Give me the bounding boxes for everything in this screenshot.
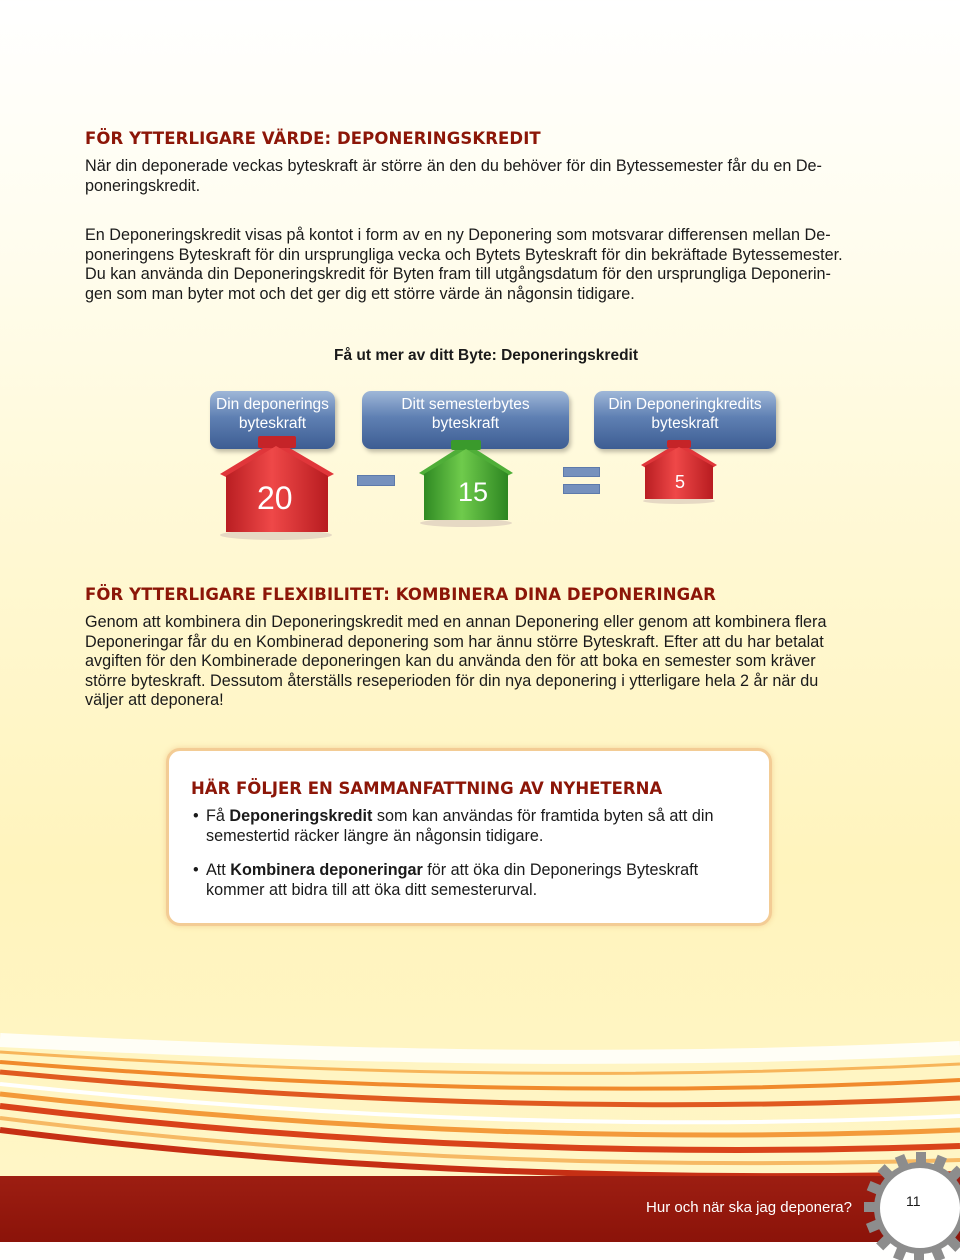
intro-paragraph <box>85 157 875 196</box>
label-line: Ditt semesterbytes <box>401 396 530 413</box>
text-line: större byteskraft. Dessutom återställs reseperioden för din nya deponering i ytterligare hela 2 år när du <box>85 671 819 690</box>
exchange-value: 15 <box>458 477 489 507</box>
section-heading-value: FÖR YTTERLIGARE VÄRDE: DEPONERINGSKREDIT <box>85 129 541 148</box>
footer-title: Hur och när ska jag deponera? <box>646 1199 852 1216</box>
bullet-line: semestertid räcker längre än någonsin tidigare. <box>206 826 544 845</box>
section-heading-flexibility: FÖR YTTERLIGARE FLEXIBILITET: KOMBINERA DINA DEPONERINGAR <box>85 585 716 604</box>
text-line: Deponeringar får du en Kombinerad deponering som har ännu större Byteskraft. Efter att du har betalat <box>85 632 824 651</box>
credit-paragraph <box>85 226 875 304</box>
bullet-dot: • <box>193 861 199 879</box>
summary-box <box>166 748 772 926</box>
equals-icon-bottom <box>563 484 600 494</box>
minus-icon <box>357 475 395 486</box>
text-line: väljer att deponera! <box>85 691 224 710</box>
label-line: byteskraft <box>431 415 500 432</box>
equals-icon-top <box>563 467 600 477</box>
text-line: En Deponeringskredit visas på kontot i form av en ny Deponering som motsvarar differensen mellan De- <box>85 226 831 244</box>
bullet-text <box>206 861 698 900</box>
label-line: Din deponerings <box>216 396 329 413</box>
label-line: byteskraft <box>651 415 719 432</box>
credit-value: 5 <box>675 472 686 492</box>
label-line: Din Deponeringkredits <box>608 396 762 413</box>
text-line: Genom att kombinera din Deponeringskredit med en annan Deponering eller genom att kombinera flera <box>85 613 827 631</box>
text-line: gen som man byter mot och det ger dig ett större värde än någonsin tidigare. <box>85 284 635 303</box>
text-line: När din deponerade veckas byteskraft är större än den du behöver för din Bytessemester får du en De- <box>85 157 822 175</box>
text-line: poneringens Byteskraft för din ursprungliga vecka och Bytets Byteskraft för din bekräftade Bytessemester. <box>85 245 843 264</box>
combine-paragraph <box>85 613 875 711</box>
bullet-dot: • <box>193 807 199 825</box>
bullet-line: Att Kombinera deponeringar för att öka din Deponerings Byteskraft <box>206 861 699 879</box>
bullet-line: Få Deponeringskredit som kan användas för framtida byten så att din <box>206 807 714 825</box>
bullet-text <box>206 807 713 846</box>
text-line: avgiften för den Kombinerade deponeringen kan du använda den för att boka en semester som kräver <box>85 652 816 671</box>
deposit-value: 20 <box>257 480 293 516</box>
text-line: Du kan använda din Deponeringskredit för Byten fram till utgångsdatum för den ursprungliga Deponerin- <box>85 265 831 284</box>
summary-title: HÄR FÖLJER EN SAMMANFATTNING AV NYHETERNA <box>191 779 663 798</box>
decorative-swoosh <box>0 1020 960 1190</box>
text-line: poneringskredit. <box>85 176 201 195</box>
page-number: 11 <box>906 1193 921 1209</box>
small-red-house-icon <box>638 438 720 504</box>
bullet-line: kommer att bidra till att öka ditt semesterurval. <box>206 880 538 899</box>
label-line: byteskraft <box>238 415 307 432</box>
diagram-title: Få ut mer av ditt Byte: Deponeringskredit <box>333 347 639 364</box>
